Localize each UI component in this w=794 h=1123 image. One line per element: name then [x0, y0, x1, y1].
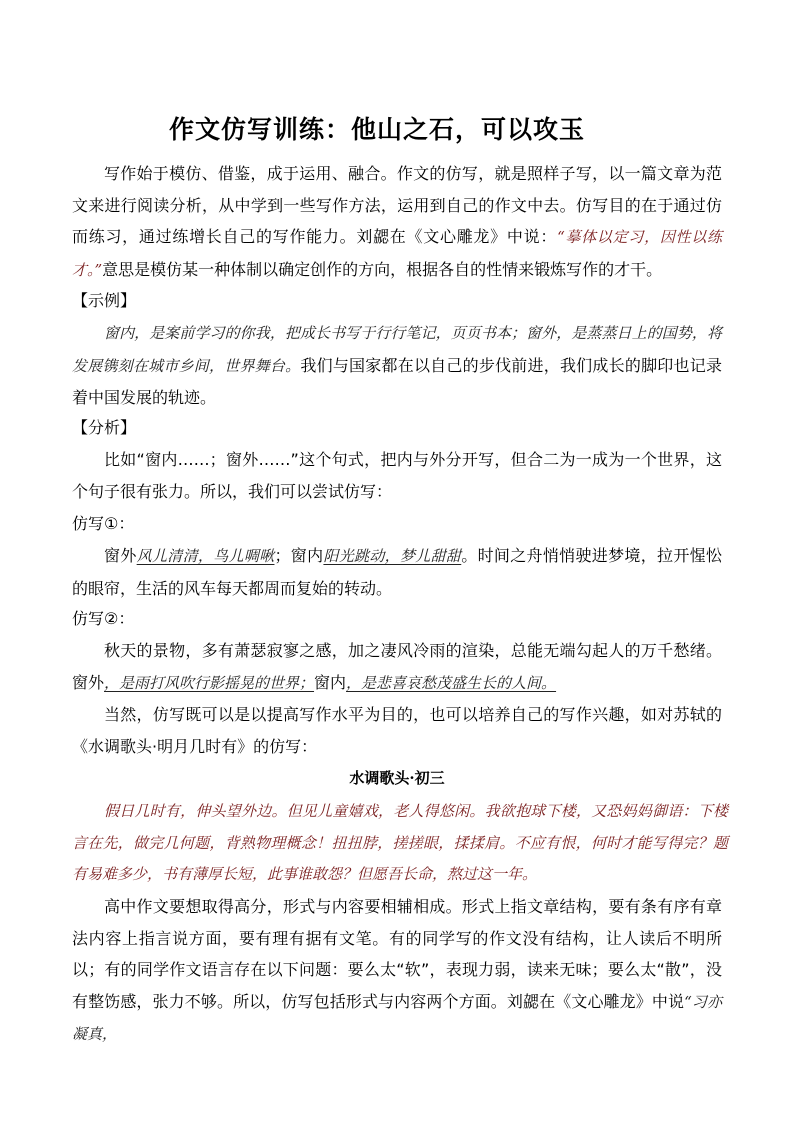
imitation1-text-b: ；窗内 [274, 546, 324, 565]
imitation2-text-a: 秋天的景物，多有萧瑟寂寥之感，加之凄风冷雨的渲染，总能无端勾起人的万千愁绪。窗外 [72, 641, 722, 692]
analysis-paragraph: 比如“窗内……；窗外……”这个句式，把内与外分开写，但合二为一成为一个世界，这个句子很有张力。所以，我们可以尝试仿写： [72, 450, 722, 501]
imitation1-paragraph [72, 540, 722, 604]
imitation1-underline-2: 阳光跳动，梦儿甜甜 [323, 547, 462, 565]
example-text: 我们与国家都在以自己的步伐前进，我们成长的脚印也记录着中国发展的轨迹。 [72, 355, 722, 407]
imitation1-text-a: 窗外 [104, 546, 137, 565]
example-label: 【示例】 [72, 291, 137, 310]
poem-text: 假日几时有，伸头望外边。但见儿童嬉戏，老人得悠闲。我欲抱球下楼，又恐妈妈御语：下楼言在先，做完几何题，背熟物理概念！扭扭脖，搓搓眼，揉揉肩。不应有恨，何时才能写得完？题有易难多少，书有薄厚长短，此事谁敢怨？但愿吾长命，熬过这一年。 [72, 802, 728, 883]
example-kai-text: 窗内，是案前学习的你我，把成长书写于行行笔记，页页书本；窗外，是蒸蒸日上的国势，将发展镌刻在城市乡间，世界舞台。 [72, 324, 722, 375]
intro-quote: “摹体以定习，因性以练才。” [72, 228, 722, 279]
imitation2-underline-1: ，是雨打风吹行影摇晃的世界； [104, 673, 315, 692]
imitation2-paragraph [72, 635, 722, 699]
example-paragraph [72, 317, 722, 414]
imitation2-text-b: 窗内 [314, 672, 347, 692]
imitation1-label: 仿写①： [72, 514, 135, 533]
analysis-label: 【分析】 [72, 418, 137, 437]
imitation1-text-c: 。时间之舟悄悄驶进梦境，拉开惺忪的眼帘，生活的风车每天都周而复始的转动。 [72, 546, 722, 598]
transition-paragraph: 当然，仿写既可以是以提高写作水平为目的，也可以培养自己的写作兴趣，如对苏轼的《水调歌头·明月几时有》的仿写： [72, 705, 722, 756]
intro-text-2: 意思是模仿某一种体制以确定创作的方向，根据各自的性情来锻炼写作的才干。 [102, 259, 663, 279]
closing-text: 高中作文要想取得高分，形式与内容要相辅相成。形式上指文章结构，要有条有序有章法内容上指言说方面，要有理有据有文笔。有的同学写的作文没有结构，让人读后不明所以；有的同学作文语言存在以下问题：要么太“软”，表现力弱，读来无味；要么太“散”，没有整饬感，张力不够。所以，仿写包括形式与内容两个方面。刘勰在《文心雕龙》中说 [72, 897, 722, 1011]
imitation2-label: 仿写②： [72, 609, 135, 628]
intro-paragraph [72, 158, 722, 286]
intro-text: 写作始于模仿、借鉴，成于运用、融合。作文的仿写，就是照样子写，以一篇文章为范文来进行阅读分析，从中学到一些写作方法，运用到自己的作文中去。仿写目的在于通过仿而练习，通过练增长自己的写作能力。刘勰在《文心雕龙》中说： [72, 164, 722, 246]
page-title: 作文仿写训练：他山之石，可以攻玉 [168, 115, 585, 144]
poem-title: 水调歌头·初三 [349, 769, 445, 787]
imitation2-underline-2: ，是悲喜哀愁茂盛生长的人间。 [346, 673, 557, 692]
closing-quote: “习亦凝真， [72, 992, 722, 1043]
closing-paragraph [72, 891, 722, 1051]
imitation1-underline-1: 风儿清清，鸟儿啁啾 [136, 547, 275, 565]
